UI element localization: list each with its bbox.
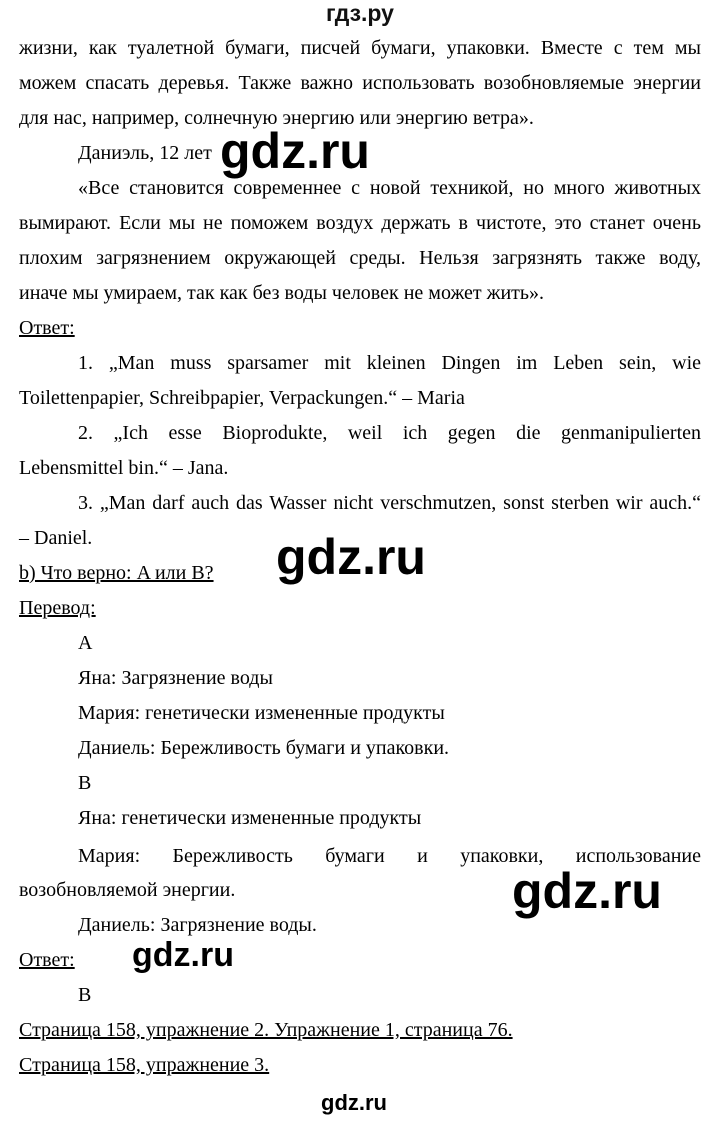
watermark-logo: gdz.ru (321, 1090, 387, 1115)
exercise-link[interactable]: Страница 158, упражнение 3. (19, 1054, 270, 1076)
signature-daniel: Даниэль, 12 лет (78, 142, 212, 164)
option-a-jana: Яна: Загрязнение воды (78, 667, 273, 689)
paragraph-line: вымирают. Если мы не поможем воздух держать в чистоте, это станет очень (19, 212, 701, 234)
paragraph-line: иначе мы умираем, так как без воды человек не может жить». (19, 282, 545, 304)
option-b-daniel: Даниель: Загрязнение воды. (78, 914, 317, 936)
answer-item-1-cont: Toilettenpapier, Schreibpapier, Verpackungen.“ – Maria (19, 387, 465, 409)
answer-item-2: 2. „Ich esse Bioprodukte, weil ich gegen die genmanipulierten (78, 422, 701, 444)
option-b-maria: Мария: Бережливость бумаги и упаковки, использование (78, 845, 701, 867)
watermark-logo: gdz.ru (276, 529, 426, 585)
translation-heading: Перевод: (19, 597, 96, 619)
option-a-label: A (78, 632, 93, 654)
answer-item-2-cont: Lebensmittel bin.“ – Jana. (19, 457, 229, 479)
section-b-heading: b) Что верно: A или B? (19, 562, 214, 584)
option-b-jana: Яна: генетически измененные продукты (78, 807, 422, 829)
option-a-daniel: Даниель: Бережливость бумаги и упаковки. (78, 737, 450, 759)
exercise-link[interactable]: Страница 158, упражнение 2. Упражнение 1, страница 76. (19, 1019, 513, 1041)
answer-item-3: 3. „Man darf auch das Wasser nicht verschmutzen, sonst sterben wir auch.“ (78, 492, 701, 514)
paragraph-line: «Все становится современнее с новой техникой, но много животных (78, 177, 701, 199)
watermark-logo: gdz.ru (220, 123, 370, 179)
watermark-logo: gdz.ru (512, 863, 662, 919)
paragraph-line: жизни, как туалетной бумаги, писчей бумаги, упаковки. Вместе с тем мы (19, 37, 701, 59)
watermark-logo: gdz.ru (132, 936, 234, 974)
option-b-maria-cont: возобновляемой энергии. (19, 879, 236, 901)
option-b-label: B (78, 772, 92, 794)
answer-heading: Ответ: (19, 949, 75, 971)
answer-value: B (78, 984, 92, 1006)
site-header: гдз.ру (326, 0, 394, 26)
answer-item-1: 1. „Man muss sparsamer mit kleinen Dingen im Leben sein, wie (78, 352, 701, 374)
answer-heading: Ответ: (19, 317, 75, 339)
paragraph-line: для нас, например, солнечную энергию или энергию ветра». (19, 107, 534, 129)
answer-item-3-cont: – Daniel. (19, 527, 93, 549)
option-a-maria: Мария: генетически измененные продукты (78, 702, 445, 724)
paragraph-line: плохим загрязнением окружающей среды. Нельзя загрязнять также воду, (19, 247, 701, 269)
paragraph-line: можем спасать деревья. Также важно использовать возобновляемые энергии (19, 72, 701, 94)
